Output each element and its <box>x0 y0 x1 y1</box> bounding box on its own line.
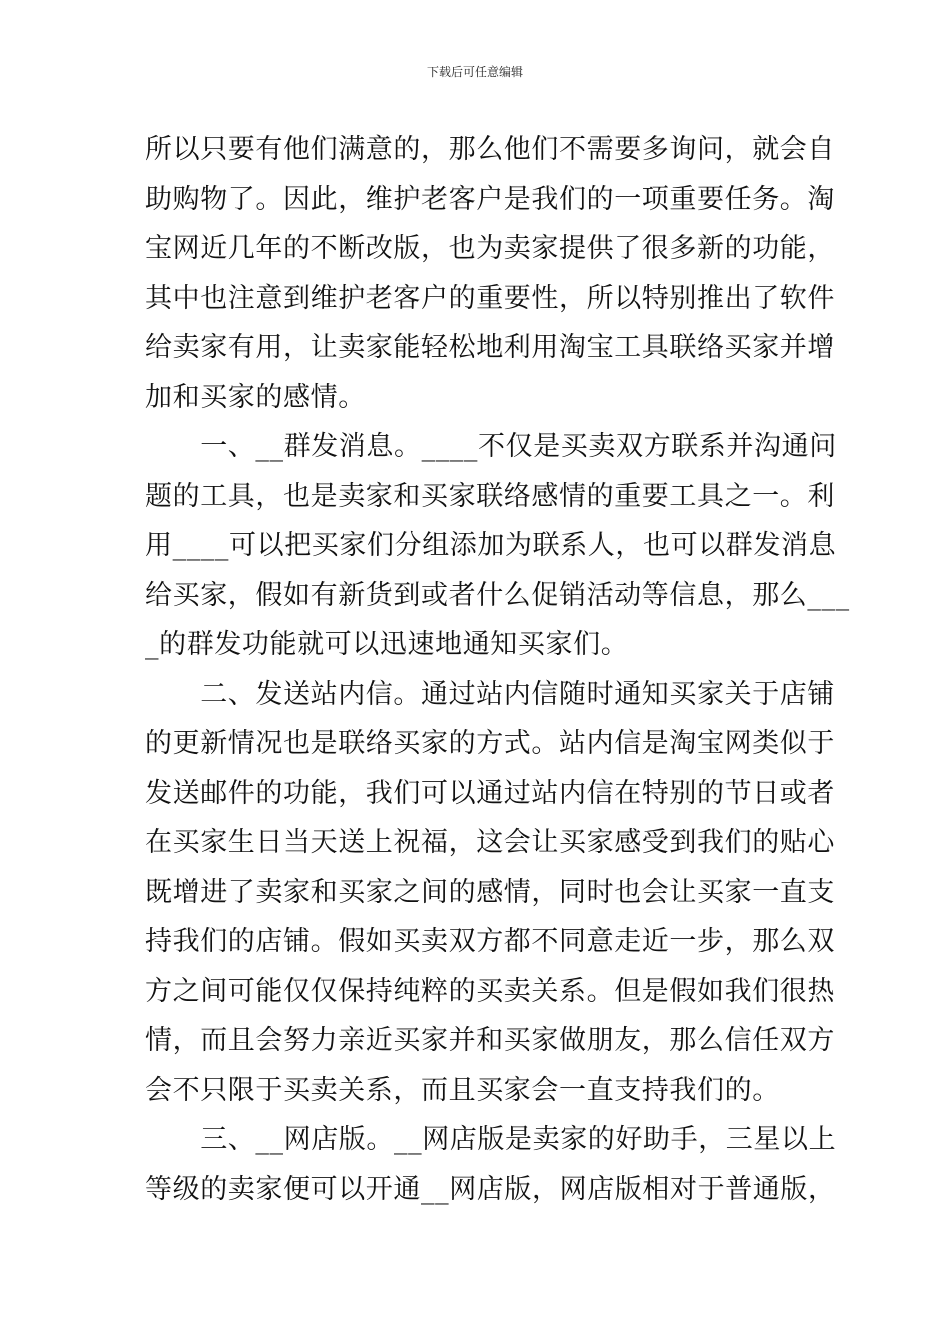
text-line: 所以只要有他们满意的，那么他们不需要多询问，就会自 <box>145 134 835 165</box>
text-line: 用____可以把买家们分组添加为联系人，也可以群发消息 <box>145 530 837 561</box>
text-line: 方之间可能仅仅保持纯粹的买卖关系。但是假如我们很热 <box>145 975 835 1007</box>
text-line: 给卖家有用，让卖家能轻松地利用淘宝工具联络买家并增 <box>145 332 835 363</box>
text-line: _的群发功能就可以迅速地通知买家们。 <box>145 629 629 660</box>
text-line: 情，而且会努力亲近买家并和买家做朋友，那么信任双方 <box>145 1025 835 1056</box>
text-line: 加和买家的感情。 <box>145 381 366 413</box>
text-line: 等级的卖家便可以开通__网店版，网店版相对于普通版， <box>145 1173 836 1205</box>
page-header: 下载后可任意编辑 <box>426 65 523 79</box>
text-line: 一、__群发消息。____不仅是买卖双方联系并沟通问 <box>145 431 837 462</box>
text-line: 题的工具，也是卖家和买家联络感情的重要工具之一。利 <box>145 480 835 512</box>
text-line: 持我们的店铺。假如买卖双方都不同意走近一步，那么双 <box>145 926 835 957</box>
text-line: 其中也注意到维护老客户的重要性，所以特别推出了软件 <box>145 282 835 314</box>
text-line: 三、__网店版。__网店版是卖家的好助手，三星以上 <box>145 1124 837 1155</box>
text-line: 发送邮件的功能，我们可以通过站内信在特别的节日或者 <box>145 777 835 809</box>
text-line: 给买家，假如有新货到或者什么促销活动等信息，那么___ <box>145 579 850 611</box>
document-body <box>145 125 850 1214</box>
text-line: 的更新情况也是联络买家的方式。站内信是淘宝网类似于 <box>145 728 835 759</box>
text-line: 既增进了卖家和买家之间的感情，同时也会让买家一直支 <box>145 876 835 908</box>
text-line: 二、发送站内信。通过站内信随时通知买家关于店铺 <box>145 678 835 710</box>
text-line: 宝网近几年的不断改版，也为卖家提供了很多新的功能， <box>145 233 835 264</box>
text-line: 助购物了。因此，维护老客户是我们的一项重要任务。淘 <box>145 183 835 215</box>
text-line: 在买家生日当天送上祝福，这会让买家感受到我们的贴心 <box>145 827 835 858</box>
text-line: 会不只限于买卖关系，而且买家会一直支持我们的。 <box>145 1074 780 1106</box>
